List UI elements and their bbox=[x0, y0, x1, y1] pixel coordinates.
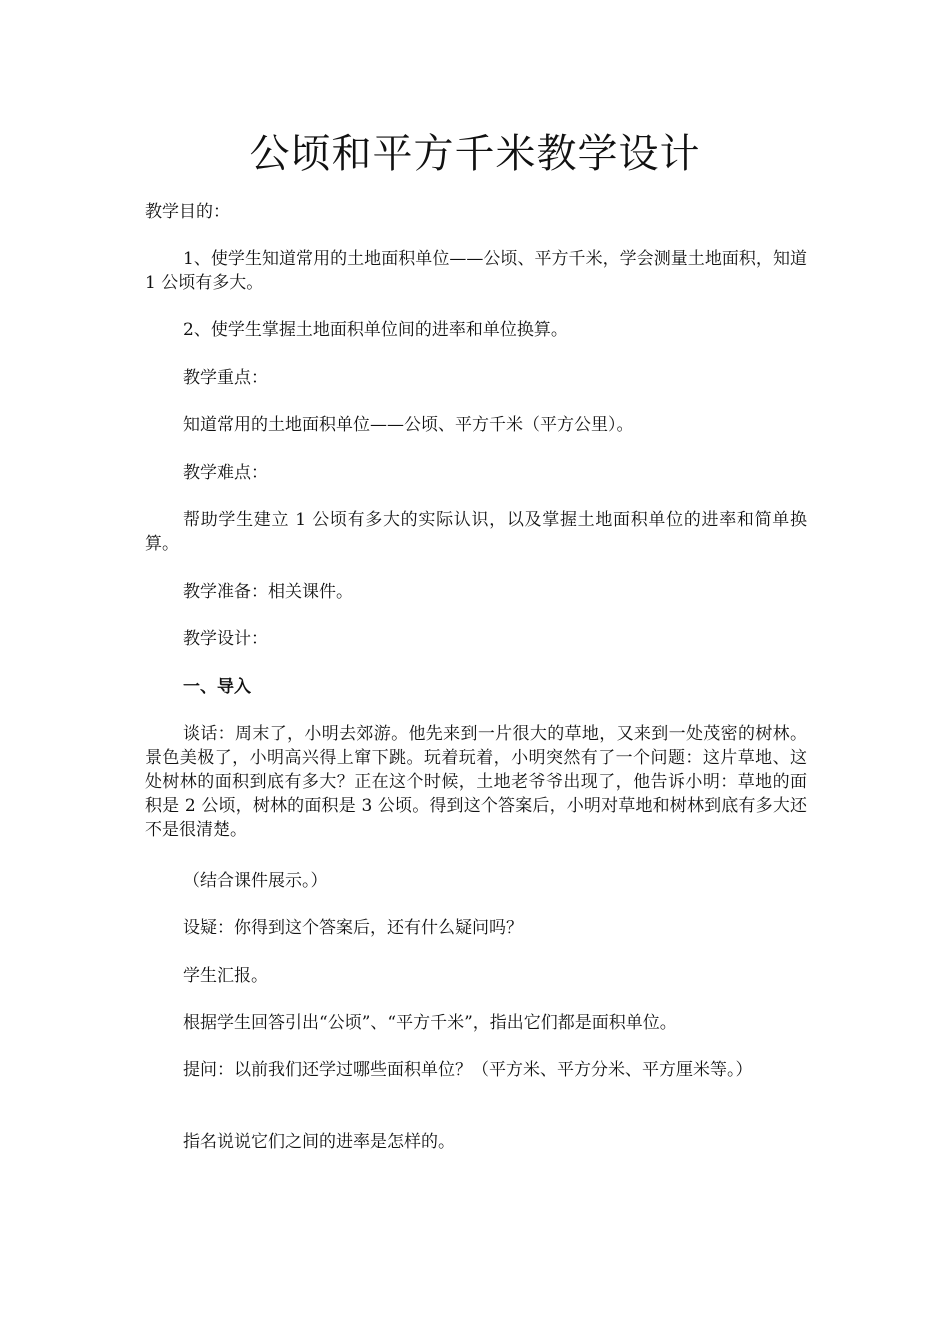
paragraph-dialogue: 谈话：周末了，小明去郊游。他先来到一片很大的草地，又来到一处茂密的树林。景色美极了，小明高兴得上窜下跳。玩着玩着，小明突然有了一个问题：这片草地、这处树林的面积到底有多大？正在这个时候，土地老爷爷出现了，他告诉小明：草地的面积是 2 公顷，树林的面积是 3 公顷。得到这个答案后，小明对草地和树林到底有多大还不是很清楚。 bbox=[145, 724, 807, 840]
paragraph-objective-1: 1、使学生知道常用的土地面积单位——公顷、平方千米，学会测量土地面积，知道 1 公顷有多大。 bbox=[145, 249, 807, 293]
paragraph-conversion-rate: 指名说说它们之间的进率是怎样的。 bbox=[183, 1132, 455, 1152]
paragraph-objectives-heading: 教学目的： bbox=[145, 202, 230, 222]
section-heading-introduction: 一、导入 bbox=[183, 677, 251, 697]
paragraph-question: 设疑：你得到这个答案后，还有什么疑问吗？ bbox=[183, 918, 523, 938]
paragraph-key-points: 知道常用的土地面积单位——公顷、平方千米（平方公里）。 bbox=[183, 415, 634, 435]
paragraph-introduce-units: 根据学生回答引出“公顷”、“平方千米”，指出它们都是面积单位。 bbox=[183, 1013, 677, 1033]
paragraph-objective-2: 2、使学生掌握土地面积单位间的进率和单位换算。 bbox=[183, 320, 568, 340]
paragraph-preparation: 教学准备：相关课件。 bbox=[183, 582, 353, 602]
paragraph-key-points-heading: 教学重点： bbox=[183, 368, 268, 388]
paragraph-design-heading: 教学设计： bbox=[183, 629, 268, 649]
paragraph-student-report: 学生汇报。 bbox=[183, 966, 268, 986]
document-title: 公顷和平方千米教学设计 bbox=[249, 131, 701, 177]
paragraph-ask-units: 提问：以前我们还学过哪些面积单位？（平方米、平方分米、平方厘米等。） bbox=[183, 1060, 753, 1080]
paragraph-difficulties: 帮助学生建立 1 公顷有多大的实际认识，以及掌握土地面积单位的进率和简单换算。 bbox=[145, 510, 807, 554]
paragraph-courseware-note: （结合课件展示。） bbox=[183, 871, 328, 891]
paragraph-difficulties-heading: 教学难点： bbox=[183, 463, 268, 483]
